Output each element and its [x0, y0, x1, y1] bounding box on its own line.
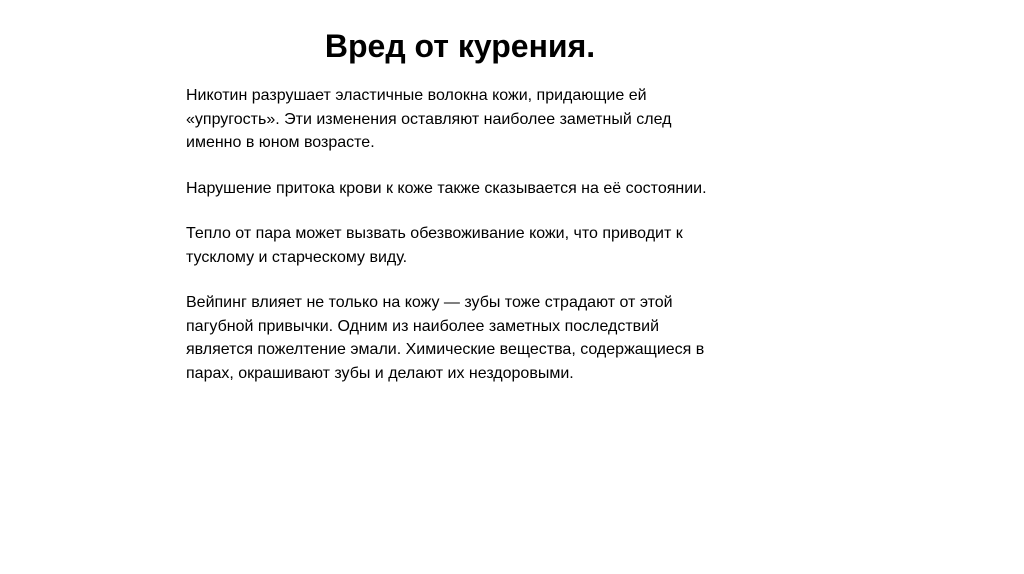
text-line: именно в юном возрасте. — [186, 134, 375, 151]
text-line: Вейпинг влияет не только на кожу — зубы тоже страдают от этой — [186, 294, 673, 311]
paragraph-blood-flow — [186, 177, 806, 201]
text-line: «упругость». Эти изменения оставляют наиболее заметный след — [186, 110, 672, 128]
text-line: Тепло от пара может вызвать обезвоживание кожи, что приводит к — [186, 225, 683, 242]
slide-title: Вред от курения. — [324, 28, 596, 64]
paragraph-nicotine — [186, 84, 806, 155]
paragraph-vaping-teeth — [186, 291, 806, 385]
text-line: является пожелтение эмали. Химические вещества, содержащиеся в — [186, 341, 705, 358]
text-line: тусклому и старческому виду. — [186, 248, 408, 266]
text-line: Нарушение притока крови к коже также сказывается на её состоянии. — [186, 179, 707, 197]
text-line: парах, окрашивают зубы и делают их нездоровыми. — [186, 364, 574, 382]
text-line: пагубной привычки. Одним из наиболее заметных последствий — [186, 317, 660, 335]
paragraph-dehydration — [186, 222, 806, 269]
text-line: Никотин разрушает эластичные волокна кожи, придающие ей — [186, 87, 647, 104]
slide-body — [186, 84, 806, 407]
